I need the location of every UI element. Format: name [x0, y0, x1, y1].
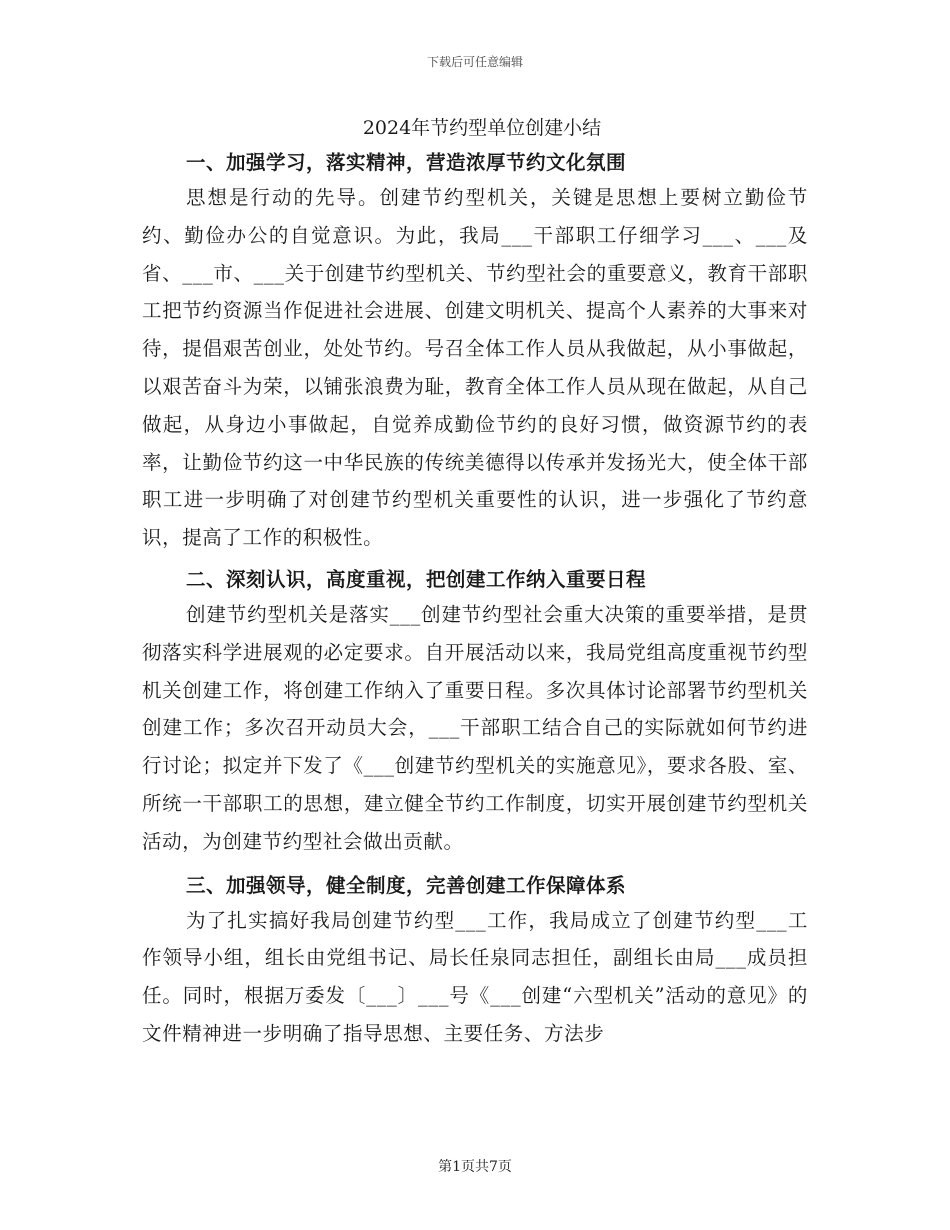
document-title: 2024年节约型单位创建小结 [362, 117, 602, 139]
section-paragraph: 思想是行动的先导。创建节约型机关，关键是思想上要树立勤俭节约、勤俭办公的自觉意识。为此，我局___干部职工仔细学习___、___及省、___市、___关于创建节约型机关、节约型社会的重要意义，教育干部职工把节约资源当作促进社会进展、创建文明机关、提高个人素养的大事来对待，提倡艰苦创业，处处节约。号召全体工作人员从我做起，从小事做起，以艰苦奋斗为荣，以铺张浪费为耻，教育全体工作人员从现在做起，从自己做起，从身边小事做起，自觉养成勤俭节约的良好习惯，做资源节约的表率，让勤俭节约这一中华民族的传统美德得以传承并发扬光大，使全体干部职工进一步明确了对创建节约型机关重要性的认识，进一步强化了节约意识，提高了工作的积极性。 [142, 186, 808, 550]
section-2 [142, 563, 808, 861]
document-body [142, 114, 808, 1056]
section-heading: 一、加强学习，落实精神，营造浓厚节约文化氛围 [186, 151, 627, 174]
section-3 [142, 869, 808, 1053]
section-heading: 二、深刻认识，高度重视，把创建工作纳入重要日程 [186, 567, 647, 591]
section-paragraph: 创建节约型机关是落实___创建节约型社会重大决策的重要举措，是贯彻落实科学进展观的必定要求。自开展活动以来，我局党组高度重视节约型机关创建工作，将创建工作纳入了重要日程。多次具体讨论部署节约型机关创建工作；多次召开动员大会，___干部职工结合自己的实际就如何节约进行讨论；拟定并下发了《___创建节约型机关的实施意见》，要求各股、室、所统一干部职工的思想，建立健全节约工作制度，切实开展创建节约型机关活动，为创建节约型社会做出贡献。 [142, 602, 808, 853]
section-1 [142, 146, 808, 557]
section-paragraph: 为了扎实搞好我局创建节约型___工作，我局成立了创建节约型___工作领导小组，组长由党组书记、局长任泉同志担任，副组长由局___成员担任。同时，根据万委发〔___〕___号《___创建“六型机关”活动的意见》的文件精神进一步明确了指导思想、主要任务、方法步 [142, 908, 808, 1045]
page-footer: 第1页共7页 [438, 1159, 512, 1175]
section-heading: 三、加强领导，健全制度，完善创建工作保障体系 [186, 873, 627, 897]
page-header: 下载后可任意编辑 [426, 55, 523, 69]
